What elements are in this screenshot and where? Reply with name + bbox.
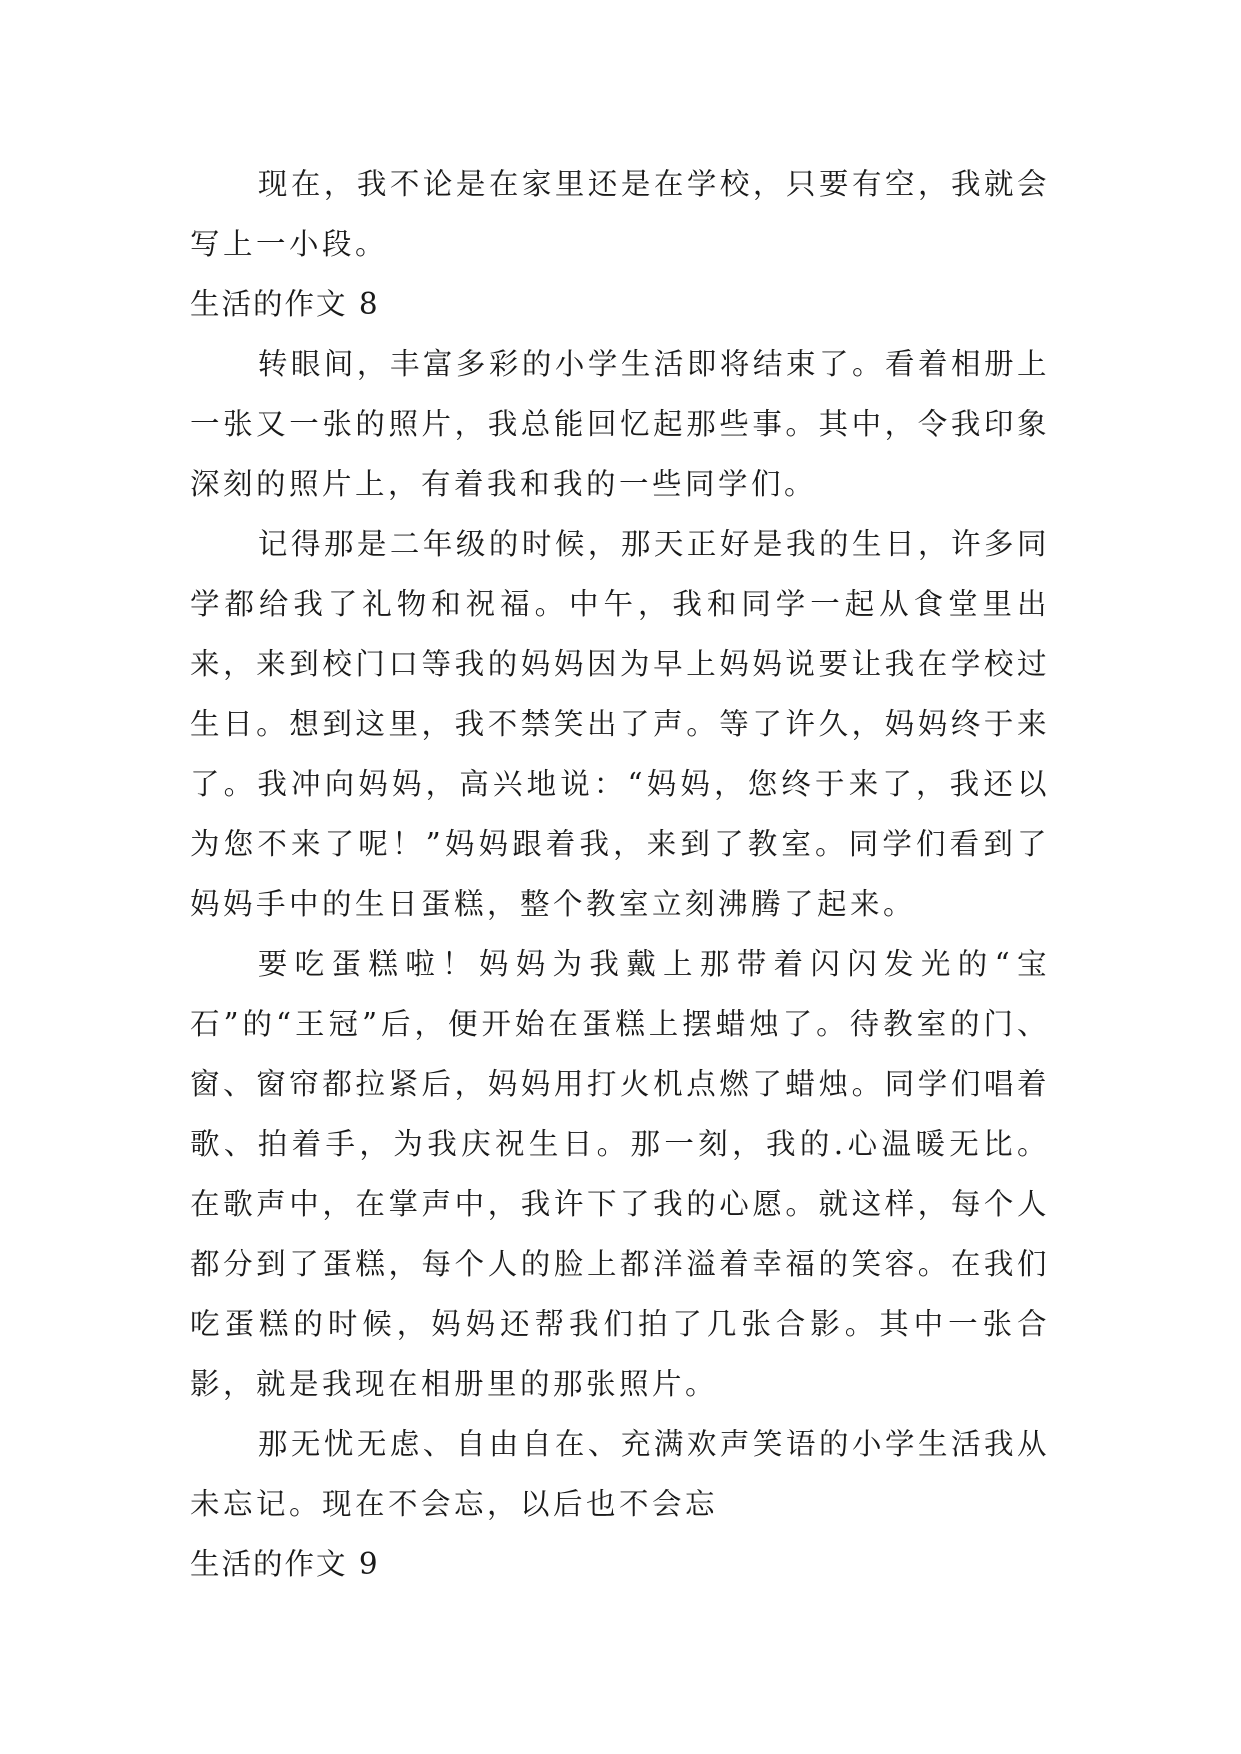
paragraph-conclusion: 那无忧无虑、自由自在、充满欢声笑语的小学生活我从未忘记。现在不会忘，以后也不会忘 [190,1427,1050,1521]
document-body [190,154,1050,1594]
paragraph-album: 转眼间，丰富多彩的小学生活即将结束了。看着相册上一张又一张的照片，我总能回忆起那些事。其中，令我印象深刻的照片上，有着我和我的一些同学们。 [190,347,1050,501]
essay-heading-8: 生活的作文 8 [190,287,380,321]
essay-heading-9: 生活的作文 9 [190,1547,380,1581]
paragraph-birthday: 记得那是二年级的时候，那天正好是我的生日，许多同学都给我了礼物和祝福。中午，我和同学一起从食堂里出来，来到校门口等我的妈妈因为早上妈妈说要让我在学校过生日。想到这里，我不禁笑出了声。等了许久，妈妈终于来了。我冲向妈妈，高兴地说：“妈妈，您终于来了，我还以为您不来了呢！”妈妈跟着我，来到了教室。同学们看到了妈妈手中的生日蛋糕，整个教室立刻沸腾了起来。 [190,527,1050,921]
paragraph-intro-end: 现在，我不论是在家里还是在学校，只要有空，我就会写上一小段。 [190,167,1050,261]
paragraph-cake: 要吃蛋糕啦！妈妈为我戴上那带着闪闪发光的“宝石”的“王冠”后，便开始在蛋糕上摆蜡烛了。待教室的门、窗、窗帘都拉紧后，妈妈用打火机点燃了蜡烛。同学们唱着歌、拍着手，为我庆祝生日。那一刻，我的.心温暖无比。在歌声中，在掌声中，我许下了我的心愿。就这样，每个人都分到了蛋糕，每个人的脸上都洋溢着幸福的笑容。在我们吃蛋糕的时候，妈妈还帮我们拍了几张合影。其中一张合影，就是我现在相册里的那张照片。 [190,947,1050,1401]
